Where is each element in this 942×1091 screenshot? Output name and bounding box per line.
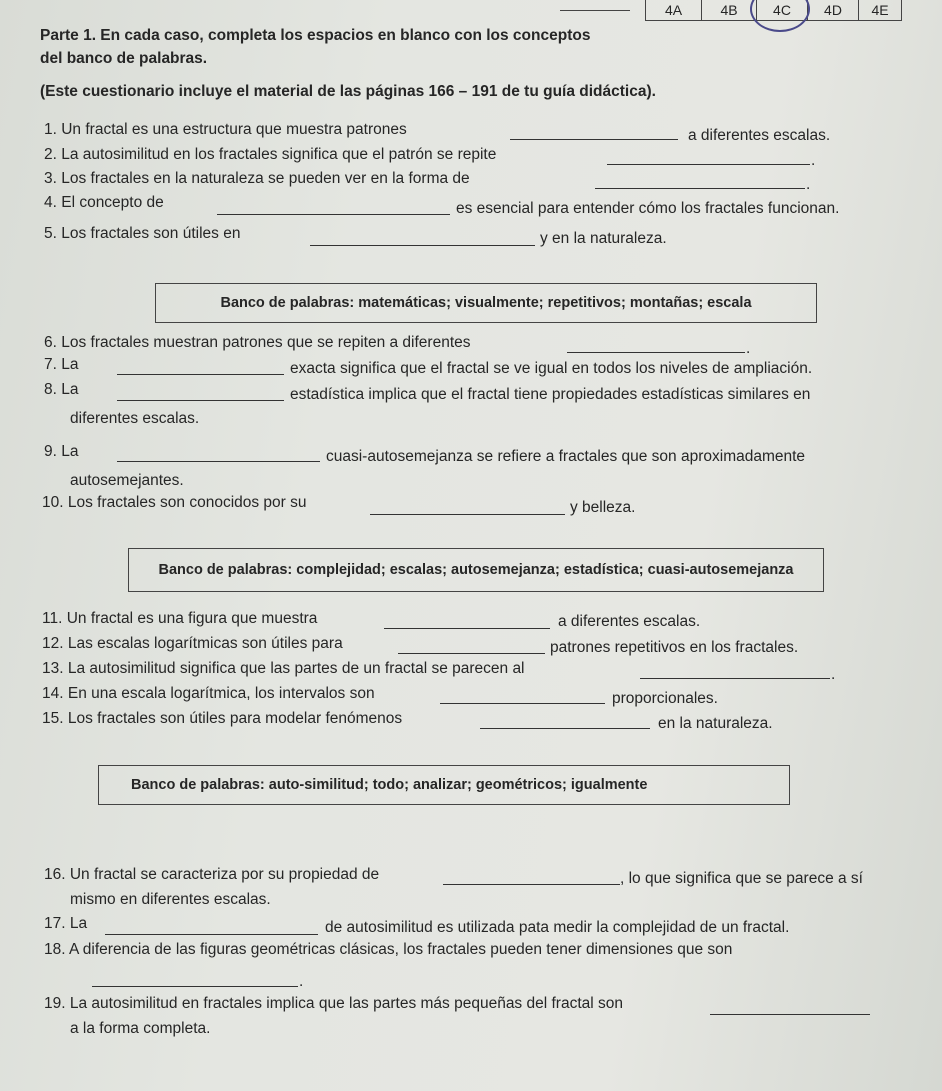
group-option-4a[interactable]: 4A (646, 0, 702, 20)
q11-blank[interactable] (384, 628, 550, 629)
q7-blank[interactable] (117, 374, 284, 375)
q13-blank[interactable] (640, 678, 830, 679)
group-option-4c[interactable]: 4C (757, 0, 808, 20)
q15-text: 15. Los fractales son útiles para modelar fenómenos (42, 710, 403, 727)
q1-blank[interactable] (510, 139, 678, 140)
part-title: Parte 1. En cada caso, completa los espacios en blanco con los conceptos (40, 27, 591, 44)
q12-text: 12. Las escalas logarítmicas son útiles para (42, 635, 343, 652)
q8-text-after: estadística implica que el fractal tiene propiedades estadísticas similares en (290, 386, 811, 403)
q2-text-after: . (811, 152, 816, 169)
q15-blank[interactable] (480, 728, 650, 729)
part-title-cont: del banco de palabras. (40, 50, 208, 67)
q14-blank[interactable] (440, 703, 605, 704)
q3-text-after: . (806, 176, 811, 193)
group-name-line (560, 10, 630, 11)
q3-blank[interactable] (595, 188, 805, 189)
q18-text-after: . (299, 973, 304, 990)
material-note: (Este cuestionario incluye el material de las páginas 166 – 191 de tu guía didáctica). (40, 83, 656, 100)
q17-text-after: de autosimilitud es utilizada pata medir la complejidad de un fractal. (325, 919, 790, 936)
q1-text-after: a diferentes escalas. (688, 127, 831, 144)
group-option-4e[interactable]: 4E (871, 2, 889, 18)
q19-text: 19. La autosimilitud en fractales implica que las partes más pequeñas del fractal son (44, 995, 623, 1012)
q9-text-after: cuasi-autosemejanza se refiere a fractales que son aproximadamente (326, 448, 806, 465)
q19-blank[interactable] (710, 1014, 870, 1015)
q9-text: 9. La (44, 443, 79, 460)
q18-blank[interactable] (92, 986, 298, 987)
q12-blank[interactable] (398, 653, 545, 654)
q1-text: 1. Un fractal es una estructura que muestra patrones (44, 121, 407, 138)
q10-text: 10. Los fractales son conocidos por su (42, 494, 307, 511)
q19-text-cont: a la forma completa. (70, 1020, 211, 1037)
q16-text-after: , lo que significa que se parece a sí (620, 870, 863, 887)
q6-blank[interactable] (567, 352, 745, 353)
q16-text-cont: mismo en diferentes escalas. (70, 891, 271, 908)
q5-blank[interactable] (310, 245, 535, 246)
q5-text: 5. Los fractales son útiles en (44, 225, 241, 242)
q11-text-after: a diferentes escalas. (558, 613, 701, 630)
q13-text: 13. La autosimilitud significa que las partes de un fractal se parecen al (42, 660, 525, 677)
q9-blank[interactable] (117, 461, 320, 462)
q9-text-cont: autosemejantes. (70, 472, 184, 489)
q4-text: 4. El concepto de (44, 194, 164, 211)
q6-text: 6. Los fractales muestran patrones que se repiten a diferentes (44, 334, 471, 351)
group-option-4b[interactable]: 4B (702, 0, 757, 20)
q17-text: 17. La (44, 915, 88, 932)
word-bank-2: Banco de palabras: complejidad; escalas; autosemejanza; estadística; cuasi-autosemejanza (128, 548, 824, 592)
q5-text-after: y en la naturaleza. (540, 230, 667, 247)
word-bank-1: Banco de palabras: matemáticas; visualmente; repetitivos; montañas; escala (155, 283, 817, 323)
q8-text-cont: diferentes escalas. (70, 410, 200, 427)
q15-text-after: en la naturaleza. (658, 715, 773, 732)
q4-blank[interactable] (217, 214, 450, 215)
selected-group-circle (750, 0, 810, 32)
q14-text: 14. En una escala logarítmica, los intervalos son (42, 685, 375, 702)
q7-text: 7. La (44, 356, 79, 373)
q2-blank[interactable] (607, 164, 810, 165)
word-bank-3: Banco de palabras: auto-similitud; todo; analizar; geométricos; igualmente (98, 765, 790, 805)
q2-text: 2. La autosimilitud en los fractales significa que el patrón se repite (44, 146, 497, 163)
q6-text-after: . (746, 340, 751, 357)
q12-text-after: patrones repetitivos en los fractales. (550, 639, 799, 656)
q18-text: 18. A diferencia de las figuras geométricas clásicas, los fractales pueden tener dimensiones que son (44, 941, 733, 958)
q10-text-after: y belleza. (570, 499, 636, 516)
q16-blank[interactable] (443, 884, 620, 885)
q10-blank[interactable] (370, 514, 565, 515)
group-option-4d[interactable]: 4D (808, 0, 859, 20)
q16-text: 16. Un fractal se caracteriza por su propiedad de (44, 866, 380, 883)
q4-text-after: es esencial para entender cómo los fractales funcionan. (456, 200, 840, 217)
q11-text: 11. Un fractal es una figura que muestra (42, 610, 318, 627)
q17-blank[interactable] (105, 934, 318, 935)
q3-text: 3. Los fractales en la naturaleza se pueden ver en la forma de (44, 170, 470, 187)
q7-text-after: exacta significa que el fractal se ve igual en todos los niveles de ampliación. (290, 360, 813, 377)
q8-blank[interactable] (117, 400, 284, 401)
q13-text-after: . (831, 666, 836, 683)
q8-text: 8. La (44, 381, 79, 398)
q14-text-after: proporcionales. (612, 690, 718, 707)
